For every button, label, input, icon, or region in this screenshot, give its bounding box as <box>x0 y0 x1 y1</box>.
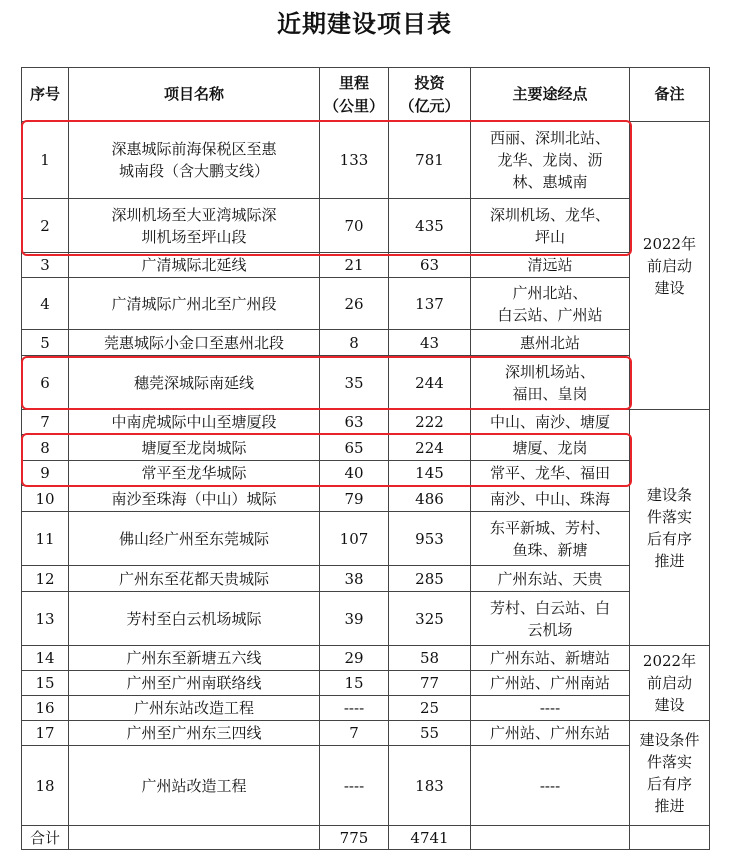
remark-cell: 建设条 件落实 后有序 推进 <box>630 410 710 646</box>
cell-stops: 芳村、白云站、白 云机场 <box>471 592 630 646</box>
cell-stops: 深圳机场、龙华、 坪山 <box>471 199 630 253</box>
cell-investment: 25 <box>389 696 471 721</box>
cell-investment: 58 <box>389 646 471 671</box>
cell-investment: 63 <box>389 253 471 278</box>
header-name: 项目名称 <box>69 68 320 122</box>
table-row <box>22 696 710 721</box>
cell-mileage: 79 <box>320 486 389 512</box>
cell-mileage: ---- <box>320 696 389 721</box>
cell-stops: 广州北站、 白云站、广州站 <box>471 278 630 330</box>
cell-name: 常平至龙华城际 <box>69 461 320 486</box>
cell-seq: 14 <box>22 646 69 671</box>
cell-name: 芳村至白云机场城际 <box>69 592 320 646</box>
cell-seq: 7 <box>22 410 69 435</box>
cell-seq: 4 <box>22 278 69 330</box>
cell-name: 佛山经广州至东莞城际 <box>69 512 320 566</box>
cell-mileage: 38 <box>320 566 389 592</box>
project-table <box>21 67 710 850</box>
cell-investment: 486 <box>389 486 471 512</box>
header-seq: 序号 <box>22 68 69 122</box>
table-header-row <box>22 68 710 122</box>
cell-name: 广州至广州东三四线 <box>69 721 320 746</box>
cell-seq: 2 <box>22 199 69 253</box>
cell-seq: 9 <box>22 461 69 486</box>
cell-seq: 10 <box>22 486 69 512</box>
table-row <box>22 671 710 696</box>
cell-seq: 3 <box>22 253 69 278</box>
cell-name: 穗莞深城际南延线 <box>69 356 320 410</box>
cell-name: 深惠城际前海保税区至惠 城南段（含大鹏支线） <box>69 122 320 199</box>
cell-stops: 东平新城、芳村、 鱼珠、新塘 <box>471 512 630 566</box>
cell-investment: 222 <box>389 410 471 435</box>
header-mileage: 里程 （公里） <box>320 68 389 122</box>
cell-investment: 145 <box>389 461 471 486</box>
table-row <box>22 356 710 410</box>
cell-mileage: 15 <box>320 671 389 696</box>
cell-name: 塘厦至龙岗城际 <box>69 435 320 461</box>
cell-mileage: 39 <box>320 592 389 646</box>
cell-stops: 清远站 <box>471 253 630 278</box>
table-row <box>22 721 710 746</box>
total-investment: 4741 <box>389 826 471 850</box>
cell-stops: 广州东站、天贵 <box>471 566 630 592</box>
table-row <box>22 330 710 356</box>
cell-investment: 77 <box>389 671 471 696</box>
cell-name: 南沙至珠海（中山）城际 <box>69 486 320 512</box>
cell-mileage: 63 <box>320 410 389 435</box>
cell-seq: 12 <box>22 566 69 592</box>
cell-name: 广州至广州南联络线 <box>69 671 320 696</box>
cell-mileage: ---- <box>320 746 389 826</box>
cell-stops: 广州站、广州南站 <box>471 671 630 696</box>
cell-mileage: 21 <box>320 253 389 278</box>
cell-seq: 5 <box>22 330 69 356</box>
cell-name: 中南虎城际中山至塘厦段 <box>69 410 320 435</box>
cell-stops: 西丽、深圳北站、 龙华、龙岗、沥 林、惠城南 <box>471 122 630 199</box>
table-row <box>22 566 710 592</box>
cell-mileage: 35 <box>320 356 389 410</box>
cell-mileage: 26 <box>320 278 389 330</box>
cell-name: 广州东至新塘五六线 <box>69 646 320 671</box>
cell-seq: 1 <box>22 122 69 199</box>
cell-investment: 781 <box>389 122 471 199</box>
table-row <box>22 646 710 671</box>
table-row <box>22 512 710 566</box>
total-label: 合计 <box>22 826 69 850</box>
cell-seq: 18 <box>22 746 69 826</box>
cell-stops: 深圳机场站、 福田、皇岗 <box>471 356 630 410</box>
table-row <box>22 253 710 278</box>
cell-investment: 244 <box>389 356 471 410</box>
cell-mileage: 65 <box>320 435 389 461</box>
cell-investment: 137 <box>389 278 471 330</box>
cell-investment: 953 <box>389 512 471 566</box>
cell-stops: ---- <box>471 696 630 721</box>
cell-investment: 43 <box>389 330 471 356</box>
cell-stops: 常平、龙华、福田 <box>471 461 630 486</box>
cell-seq: 17 <box>22 721 69 746</box>
cell-mileage: 107 <box>320 512 389 566</box>
cell-stops: 塘厦、龙岗 <box>471 435 630 461</box>
table-row <box>22 435 710 461</box>
cell-investment: 183 <box>389 746 471 826</box>
header-remark: 备注 <box>630 68 710 122</box>
cell-seq: 6 <box>22 356 69 410</box>
table-row <box>22 592 710 646</box>
cell-investment: 435 <box>389 199 471 253</box>
cell-stops: 广州站、广州东站 <box>471 721 630 746</box>
remark-cell: 2022年 前启动 建设 <box>630 646 710 721</box>
cell-stops: 惠州北站 <box>471 330 630 356</box>
cell-investment: 325 <box>389 592 471 646</box>
cell-name: 广清城际北延线 <box>69 253 320 278</box>
cell-seq: 15 <box>22 671 69 696</box>
table-row <box>22 199 710 253</box>
remark-cell: 建设条件 件落实 后有序 推进 <box>630 721 710 826</box>
cell-name: 莞惠城际小金口至惠州北段 <box>69 330 320 356</box>
page-title: 近期建设项目表 <box>277 10 452 38</box>
cell-name: 广清城际广州北至广州段 <box>69 278 320 330</box>
table-row <box>22 122 710 199</box>
table-row <box>22 410 710 435</box>
total-stops-empty <box>471 826 630 850</box>
cell-mileage: 7 <box>320 721 389 746</box>
cell-seq: 11 <box>22 512 69 566</box>
total-name-empty <box>69 826 320 850</box>
cell-stops: ---- <box>471 746 630 826</box>
cell-investment: 224 <box>389 435 471 461</box>
cell-mileage: 70 <box>320 199 389 253</box>
header-stops: 主要途经点 <box>471 68 630 122</box>
cell-mileage: 40 <box>320 461 389 486</box>
cell-seq: 8 <box>22 435 69 461</box>
total-remark-empty <box>630 826 710 850</box>
table-row <box>22 486 710 512</box>
table-row <box>22 746 710 826</box>
cell-seq: 16 <box>22 696 69 721</box>
cell-stops: 中山、南沙、塘厦 <box>471 410 630 435</box>
header-investment: 投资 （亿元） <box>389 68 471 122</box>
remark-cell: 2022年 前启动 建设 <box>630 122 710 410</box>
cell-name: 广州站改造工程 <box>69 746 320 826</box>
cell-mileage: 133 <box>320 122 389 199</box>
cell-name: 深圳机场至大亚湾城际深 圳机场至坪山段 <box>69 199 320 253</box>
cell-name: 广州东至花都天贵城际 <box>69 566 320 592</box>
cell-mileage: 29 <box>320 646 389 671</box>
cell-investment: 55 <box>389 721 471 746</box>
cell-stops: 南沙、中山、珠海 <box>471 486 630 512</box>
total-row <box>22 826 710 850</box>
cell-investment: 285 <box>389 566 471 592</box>
cell-seq: 13 <box>22 592 69 646</box>
table-row <box>22 461 710 486</box>
total-mileage: 775 <box>320 826 389 850</box>
cell-name: 广州东站改造工程 <box>69 696 320 721</box>
cell-mileage: 8 <box>320 330 389 356</box>
table-row <box>22 278 710 330</box>
cell-stops: 广州东站、新塘站 <box>471 646 630 671</box>
